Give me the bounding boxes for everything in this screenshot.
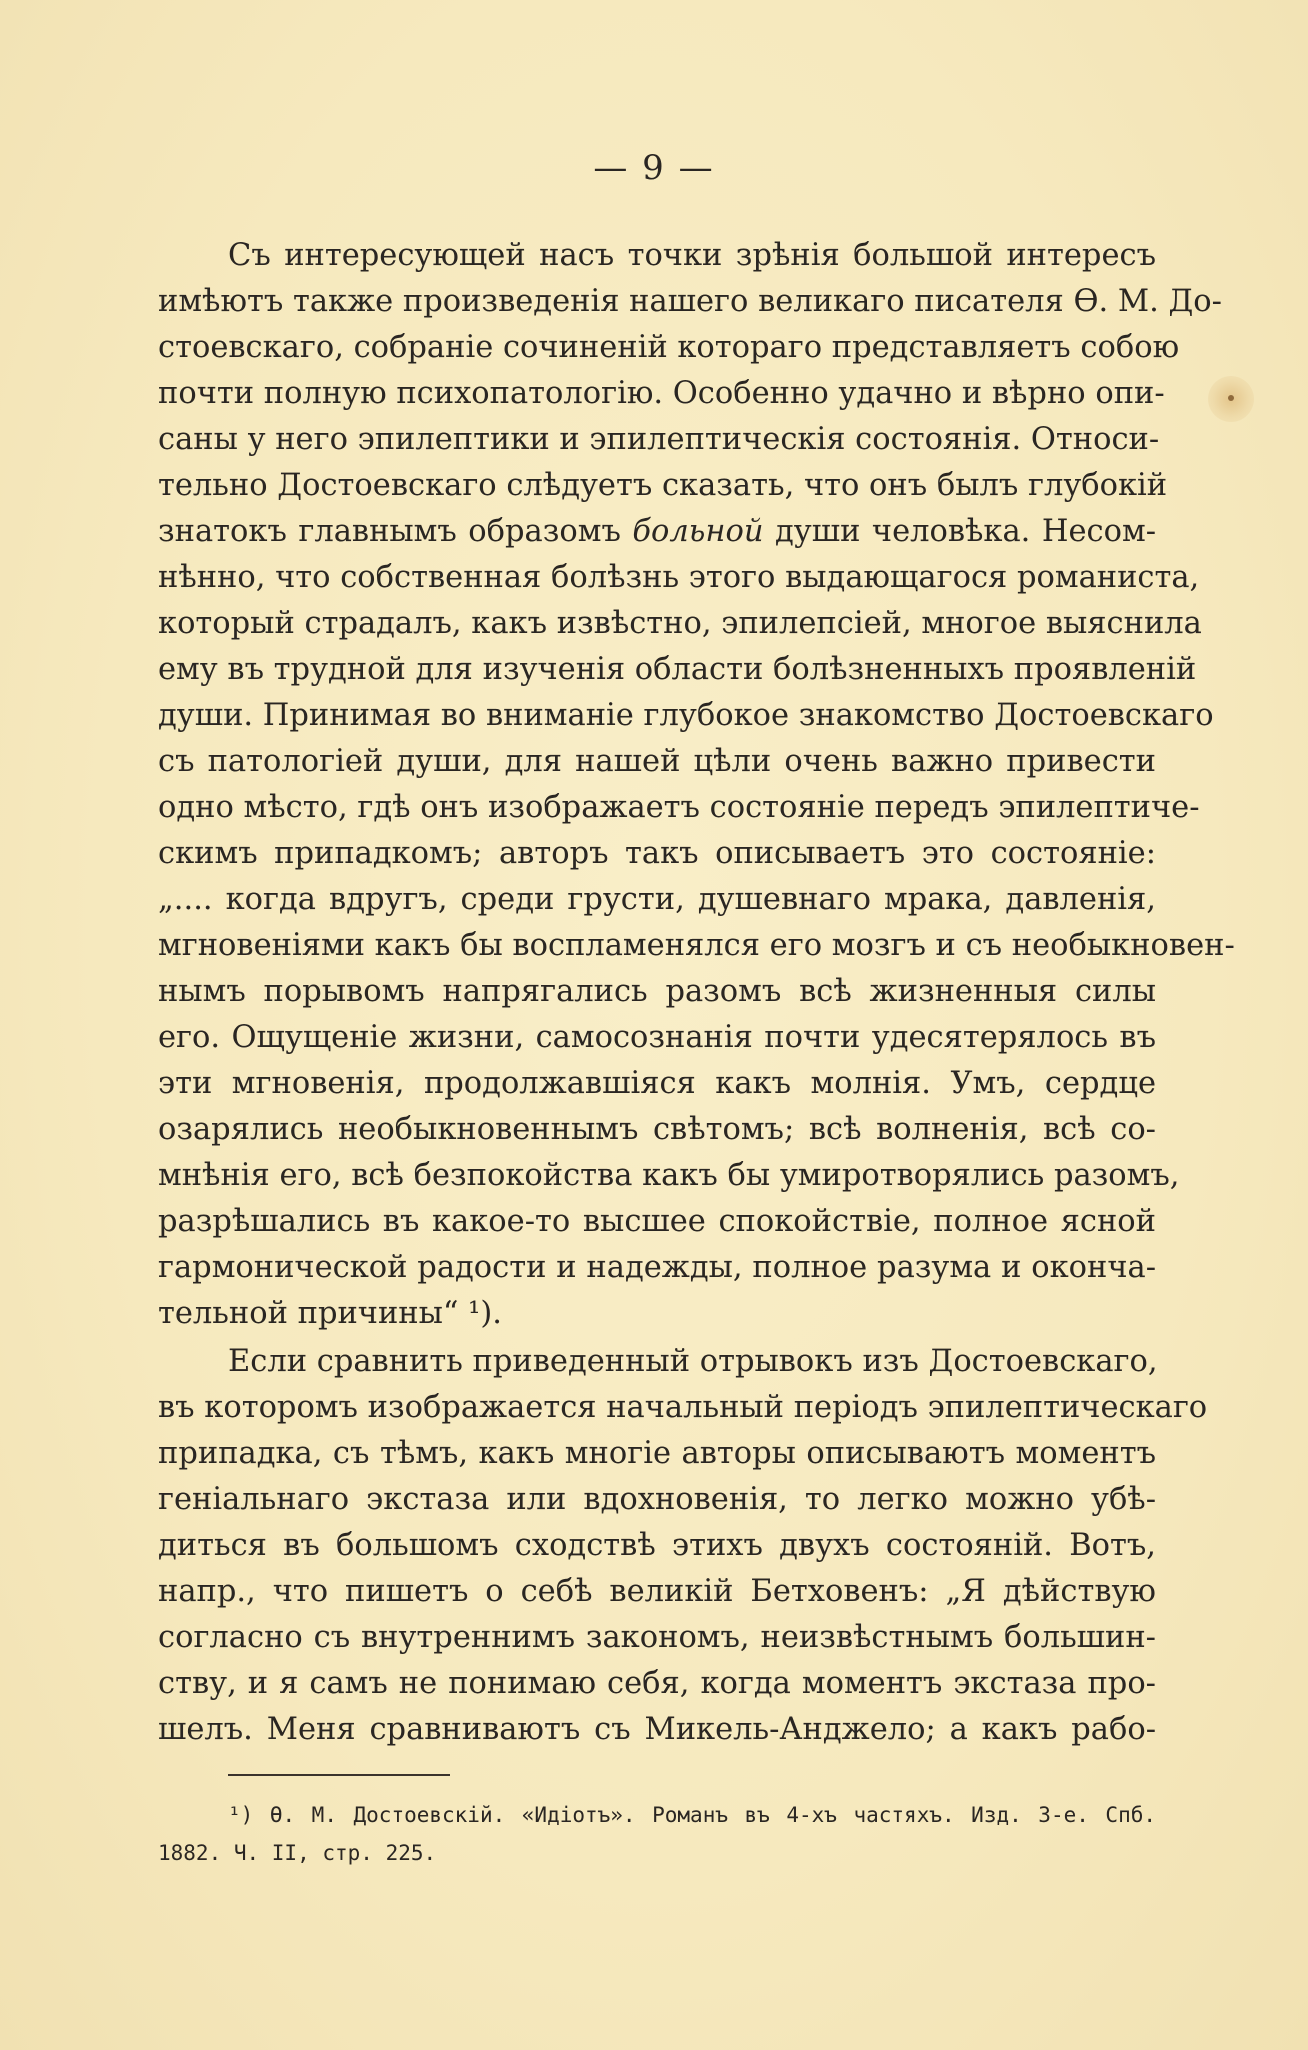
text-line: озарялись необыкновеннымъ свѣтомъ; всѣ волненія, всѣ со- bbox=[158, 1112, 1156, 1147]
text-line: почти полную психопатологію. Особенно удачно и вѣрно опи- bbox=[158, 376, 1165, 411]
text-line: одно мѣсто, гдѣ онъ изображаетъ состояніе передъ эпилептиче- bbox=[158, 790, 1200, 825]
text-line: ему въ трудной для изученія области болѣзненныхъ проявленій bbox=[158, 652, 1197, 687]
text-line: скимъ припадкомъ; авторъ такъ описываетъ это состояніе: bbox=[158, 836, 1156, 871]
text-line: напр., что пишетъ о себѣ великій Бетховенъ: „Я дѣйствую bbox=[158, 1574, 1156, 1609]
text-line-with-italic bbox=[158, 510, 1156, 554]
text-line: въ которомъ изображается начальный періодъ эпилептическаго bbox=[158, 1390, 1208, 1425]
text-line: гармонической радости и надежды, полное разума и оконча- bbox=[158, 1250, 1156, 1285]
text-line: Если сравнить приведенный отрывокъ изъ Достоевскаго, bbox=[228, 1344, 1158, 1379]
text-line: тельно Достоевскаго слѣдуетъ сказать, что онъ былъ глубокій bbox=[158, 468, 1168, 503]
text-line: геніальнаго экстаза или вдохновенія, то легко можно убѣ- bbox=[158, 1482, 1156, 1517]
text-line: припадка, съ тѣмъ, какъ многіе авторы описываютъ моментъ bbox=[158, 1436, 1156, 1471]
text-line: стоевскаго, собраніе сочиненій котораго представляетъ собою bbox=[158, 330, 1180, 365]
footnote-line: ¹) Ѳ. М. Достоевскій. «Идіотъ». Романъ въ 4-хъ частяхъ. Изд. 3-е. Спб. bbox=[228, 1803, 1156, 1827]
text-line: Съ интересующей насъ точки зрѣнія большой интересъ bbox=[228, 238, 1156, 273]
text-line: согласно съ внутреннимъ закономъ, неизвѣстнымъ большин- bbox=[158, 1620, 1156, 1655]
footnote-divider bbox=[228, 1774, 450, 1776]
text-line: мнѣнія его, всѣ безпокойства какъ бы умиротворялись разомъ, bbox=[158, 1158, 1180, 1193]
text-line: ству, и я самъ не понимаю себя, когда моментъ экстаза про- bbox=[158, 1666, 1156, 1701]
text-line: мгновеніями какъ бы воспламенялся его мозгъ и съ необыкновен- bbox=[158, 928, 1235, 963]
text-line: души. Принимая во вниманіе глубокое знакомство Достоевскаго bbox=[158, 698, 1214, 733]
text-line: саны у него эпилептики и эпилептическія состоянія. Относи- bbox=[158, 422, 1160, 457]
text-line: шелъ. Меня сравниваютъ съ Микель-Анджело; а какъ рабо- bbox=[158, 1712, 1156, 1747]
text-line: нымъ порывомъ напрягались разомъ всѣ жизненныя силы bbox=[158, 974, 1156, 1009]
text-line: диться въ большомъ сходствѣ этихъ двухъ состояній. Вотъ, bbox=[158, 1528, 1156, 1563]
text-line: эти мгновенія, продолжавшіяся какъ молнія. Умъ, сердце bbox=[158, 1066, 1156, 1101]
italic-word: больной bbox=[632, 514, 764, 549]
text-line: „.... когда вдругъ, среди грусти, душевнаго мрака, давленія, bbox=[158, 882, 1156, 917]
text-line: который страдалъ, какъ извѣстно, эпилепсіей, многое выяснила bbox=[158, 606, 1202, 641]
paper-stain-dot bbox=[1228, 395, 1234, 401]
page-number: — 9 — bbox=[593, 148, 715, 188]
text-line: съ патологіей души, для нашей цѣли очень важно привести bbox=[158, 744, 1156, 779]
text-segment: знатокъ главнымъ образомъ bbox=[158, 514, 633, 549]
text-segment: души человѣка. Несом- bbox=[763, 514, 1156, 549]
text-line: разрѣшались въ какое-то высшее спокойствіе, полное ясной bbox=[158, 1204, 1156, 1239]
footnote-line: 1882. Ч. II, стр. 225. bbox=[158, 1841, 437, 1865]
text-line: тельной причины“ ¹). bbox=[158, 1296, 503, 1331]
text-line: имѣютъ также произведенія нашего великаго писателя Ѳ. М. До- bbox=[158, 284, 1222, 319]
text-line: его. Ощущеніе жизни, самосознанія почти удесятерялось въ bbox=[158, 1020, 1156, 1055]
text-line: нѣнно, что собственная болѣзнь этого выдающагося романиста, bbox=[158, 560, 1200, 595]
